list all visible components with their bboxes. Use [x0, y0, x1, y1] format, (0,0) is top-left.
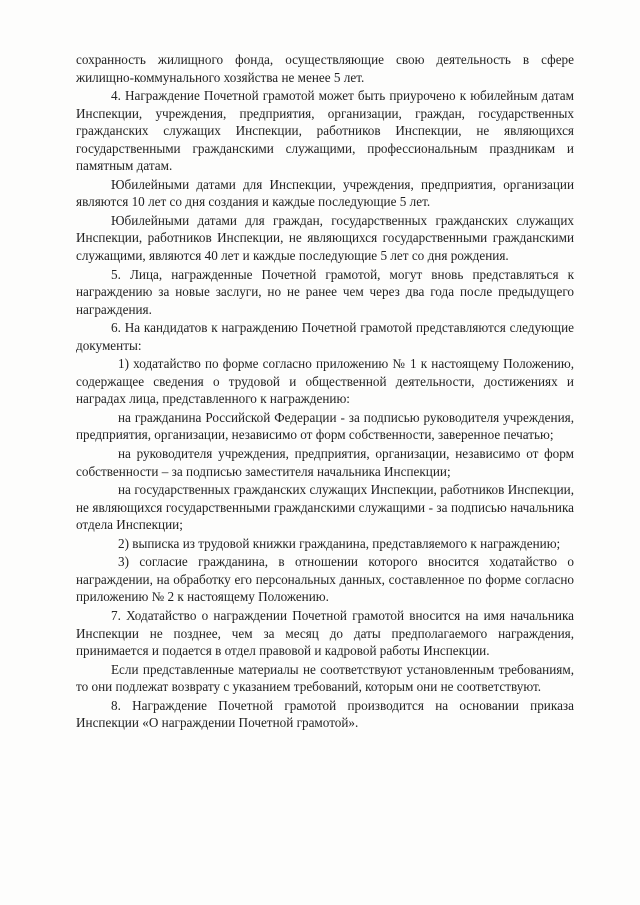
paragraph-item-4: 4. Награждение Почетной грамотой может быть приурочено к юбилейным датам Инспекции, учреждения, предприятия, организации, граждан, государственных гражданских служащих Инспекции, работников Инспекции, не являющихся государственными гражданскими служащими, профессиональным праздникам и памятным датам. — [76, 88, 574, 174]
paragraph-item-5: 5. Лица, награжденные Почетной грамотой, могут вновь представляться к награждению за новые заслуги, но не ранее чем через два года после предыдущего награждения. — [76, 266, 574, 317]
paragraph-anniversary-organizations: Юбилейными датами для Инспекции, учреждения, предприятия, организации являются 10 лет со дня создания и каждые последующие 5 лет. — [76, 176, 574, 210]
paragraph-continuation: сохранность жилищного фонда, осуществляющие свою деятельность в сфере жилищно-коммунального хозяйства не менее 5 лет. — [76, 52, 574, 85]
paragraph-servants-signature: на государственных гражданских служащих Инспекции, работников Инспекции, не являющихся государственными гражданскими служащими - за подписью начальника отдела Инспекции; — [76, 482, 574, 533]
paragraph-subitem-1: 1) ходатайство по форме согласно приложению № 1 к настоящему Положению, содержащее сведения о трудовой и общественной деятельности, достижениях и наградах лица, представленного к награждению: — [76, 356, 574, 407]
paragraph-subitem-2: 2) выписка из трудовой книжки гражданина, представляемого к награждению; — [118, 535, 561, 551]
paragraph-head-signature: на руководителя учреждения, предприятия, организации, независимо от форм собственности – за подписью заместителя начальника Инспекции; — [76, 446, 574, 479]
paragraph-subitem-3: 3) согласие гражданина, в отношении которого вносится ходатайство о награждении, на обработку его персональных данных, составленное по форме согласно приложению № 2 к настоящему Положению. — [76, 554, 574, 605]
paragraph-item-8: 8. Награждение Почетной грамотой производится на основании приказа Инспекции «О награждении Почетной грамотой». — [76, 697, 574, 731]
paragraph-anniversary-citizens: Юбилейными датами для граждан, государственных гражданских служащих Инспекции, работников Инспекции, не являющихся государственными гражданскими служащими, являются 40 лет и каждые последующие 5 лет со дня рождения. — [76, 212, 574, 264]
paragraph-item-6: 6. На кандидатов к награждению Почетной грамотой представляются следующие документы: — [76, 320, 574, 353]
paragraph-item-7: 7. Ходатайство о награждении Почетной грамотой вносится на имя начальника Инспекции не позднее, чем за месяц до даты предполагаемого награждения, принимается и подается в отдел правовой и кадровой работы Инспекции. — [76, 607, 574, 659]
paragraph-return-materials: Если представленные материалы не соответствуют установленным требованиям, то они подлежат возврату с указанием требований, которым они не соответствуют. — [76, 661, 574, 695]
paragraph-citizen-signature: на гражданина Российской Федерации - за подписью руководителя учреждения, предприятия, организации, независимо от форм собственности, заверенное печатью; — [76, 409, 574, 443]
